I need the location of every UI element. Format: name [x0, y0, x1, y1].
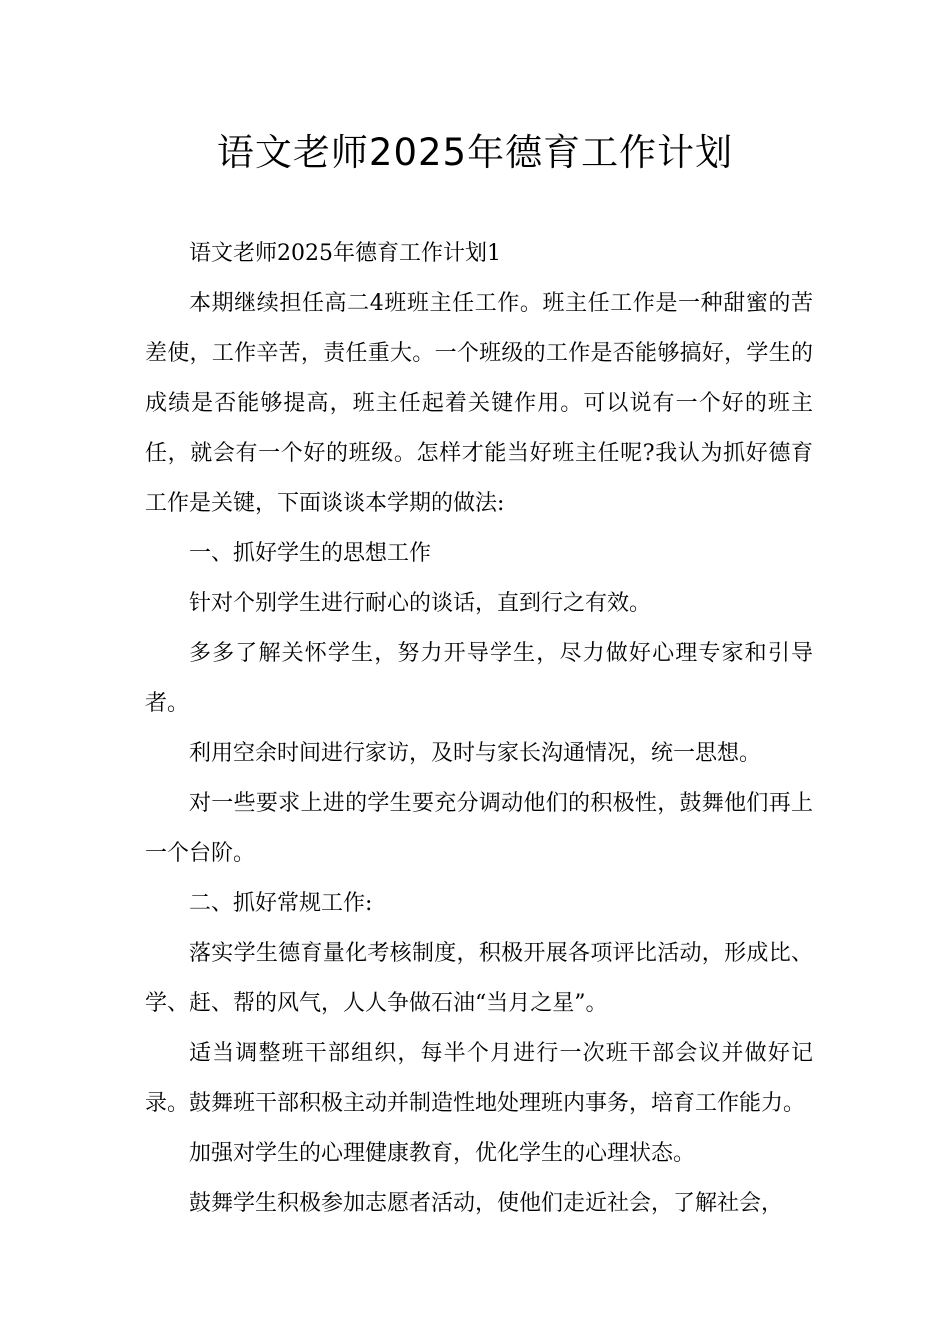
paragraph: 鼓舞学生积极参加志愿者活动，使他们走近社会，了解社会，	[189, 1191, 784, 1216]
paragraph-intro: 本期继续担任高二4班班主任工作。班主任工作是一种甜蜜的苦差使，工作辛苦，责任重大。一个班级的工作是否能够搞好，学生的成绩是否能够提高，班主任起着关键作用。可以说有一个好的班主任，就会有一个好的班级。怎样才能当好班主任呢?我认为抓好德育工作是关键，下面谈谈本学期的做法:	[145, 291, 813, 516]
paragraph-section-heading: 语文老师2025年德育工作计划1	[189, 241, 501, 266]
paragraph: 多多了解关怀学生，努力开导学生，尽力做好心理专家和引导者。	[145, 641, 813, 716]
paragraph: 适当调整班干部组织，每半个月进行一次班干部会议并做好记录。鼓舞班干部积极主动并制造性地处理班内事务，培育工作能力。	[145, 1041, 813, 1116]
paragraph-heading-1: 一、抓好学生的思想工作	[189, 541, 432, 566]
paragraph: 加强对学生的心理健康教育，优化学生的心理状态。	[189, 1141, 696, 1166]
document-title: 语文老师2025年德育工作计划	[216, 131, 734, 174]
paragraph: 对一些要求上进的学生要充分调动他们的积极性，鼓舞他们再上一个台阶。	[145, 791, 813, 866]
document-body	[145, 229, 813, 1229]
paragraph-heading-2: 二、抓好常规工作:	[189, 891, 373, 916]
paragraph: 落实学生德育量化考核制度，积极开展各项评比活动，形成比、学、赶、帮的风气，人人争做石油“当月之星”。	[145, 941, 813, 1016]
paragraph: 针对个别学生进行耐心的谈话，直到行之有效。	[189, 591, 652, 616]
paragraph: 利用空余时间进行家访，及时与家长沟通情况，统一思想。	[189, 741, 762, 766]
